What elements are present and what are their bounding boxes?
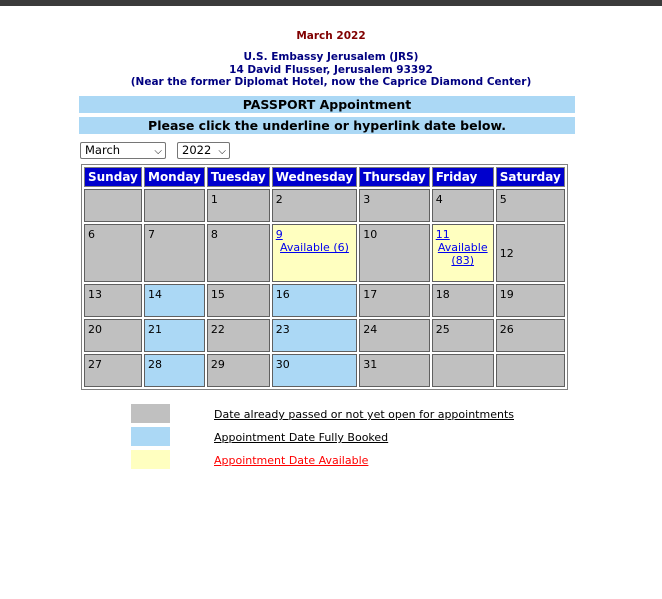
calendar-day-cell: 20 [84,319,142,352]
embassy-info [0,51,662,89]
calendar-day-cell-booked: 21 [144,319,205,352]
calendar-day-cell: 10 [359,224,429,282]
calendar-week-row [84,224,565,282]
weekday-header: Friday [432,167,494,187]
browser-top-edge [0,0,662,6]
chevron-down-icon: ⌵ [154,146,162,157]
calendar-day-cell: 19 [496,284,565,317]
legend-label-unavailable: Date already passed or not yet open for appointments [214,408,514,421]
calendar-day-cell: 1 [207,189,270,222]
calendar-day-cell: 31 [359,354,429,387]
calendar-day-cell-booked: 28 [144,354,205,387]
calendar-day-cell [432,354,494,387]
weekday-header: Sunday [84,167,142,187]
weekday-header: Wednesday [272,167,358,187]
month-year-title: March 2022 [296,30,366,42]
weekday-header: Tuesday [207,167,270,187]
calendar-week-row [84,319,565,352]
calendar-day-cell: 24 [359,319,429,352]
embassy-address: 14 David Flusser, Jerusalem 93392 [229,63,433,76]
available-slots-link[interactable]: Available (6) [280,241,349,254]
month-select[interactable] [80,142,166,159]
calendar-day-cell [144,189,205,222]
calendar-day-cell-available[interactable] [432,224,494,282]
legend-swatch-unavailable [131,404,170,423]
calendar-day-cell-booked: 30 [272,354,358,387]
legend-swatch-booked [131,427,170,446]
calendar-day-cell: 22 [207,319,270,352]
calendar-day-cell-available[interactable] [272,224,358,282]
month-select-value: March [85,143,121,157]
legend-label-booked: Appointment Date Fully Booked [214,431,389,444]
calendar-day-cell: 12 [496,224,565,282]
calendar-day-cell: 7 [144,224,205,282]
calendar-week-row [84,189,565,222]
calendar-day-cell: 3 [359,189,429,222]
calendar-day-cell-booked: 14 [144,284,205,317]
calendar-day-cell: 17 [359,284,429,317]
weekday-header: Monday [144,167,205,187]
embassy-location-note: (Near the former Diplomat Hotel, now the Caprice Diamond Center) [130,76,532,88]
chevron-down-icon: ⌵ [218,146,226,157]
calendar-day-cell: 26 [496,319,565,352]
instruction-banner: Please click the underline or hyperlink date below. [79,117,575,134]
legend-swatch-available [131,450,170,469]
year-select[interactable] [177,142,230,159]
calendar-day-cell [496,354,565,387]
embassy-name: U.S. Embassy Jerusalem (JRS) [243,51,419,63]
weekday-header: Saturday [496,167,565,187]
calendar-day-cell: 15 [207,284,270,317]
calendar-week-row [84,354,565,387]
calendar-day-cell: 5 [496,189,565,222]
calendar-day-cell-booked: 23 [272,319,358,352]
available-slots-count-link[interactable]: (83) [451,254,475,267]
calendar-day-cell: 27 [84,354,142,387]
calendar-day-cell [84,189,142,222]
calendar-day-cell: 29 [207,354,270,387]
calendar-day-cell: 13 [84,284,142,317]
available-date-link-day[interactable]: 11 [435,228,450,241]
year-select-value: 2022 [182,143,212,157]
weekday-header-row [84,167,565,187]
calendar-day-cell: 4 [432,189,494,222]
calendar-day-cell-booked: 16 [272,284,358,317]
calendar-day-cell: 6 [84,224,142,282]
calendar-day-cell: 8 [207,224,270,282]
weekday-header: Thursday [359,167,429,187]
calendar-day-cell: 25 [432,319,494,352]
calendar-day-cell: 18 [432,284,494,317]
available-slots-link[interactable]: Available [437,241,488,254]
legend-label-available: Appointment Date Available [214,454,369,467]
calendar-week-row [84,284,565,317]
available-date-link-day[interactable]: 9 [275,228,283,241]
appointment-calendar [81,164,568,390]
calendar-day-cell: 2 [272,189,358,222]
service-banner: PASSPORT Appointment [79,96,575,113]
